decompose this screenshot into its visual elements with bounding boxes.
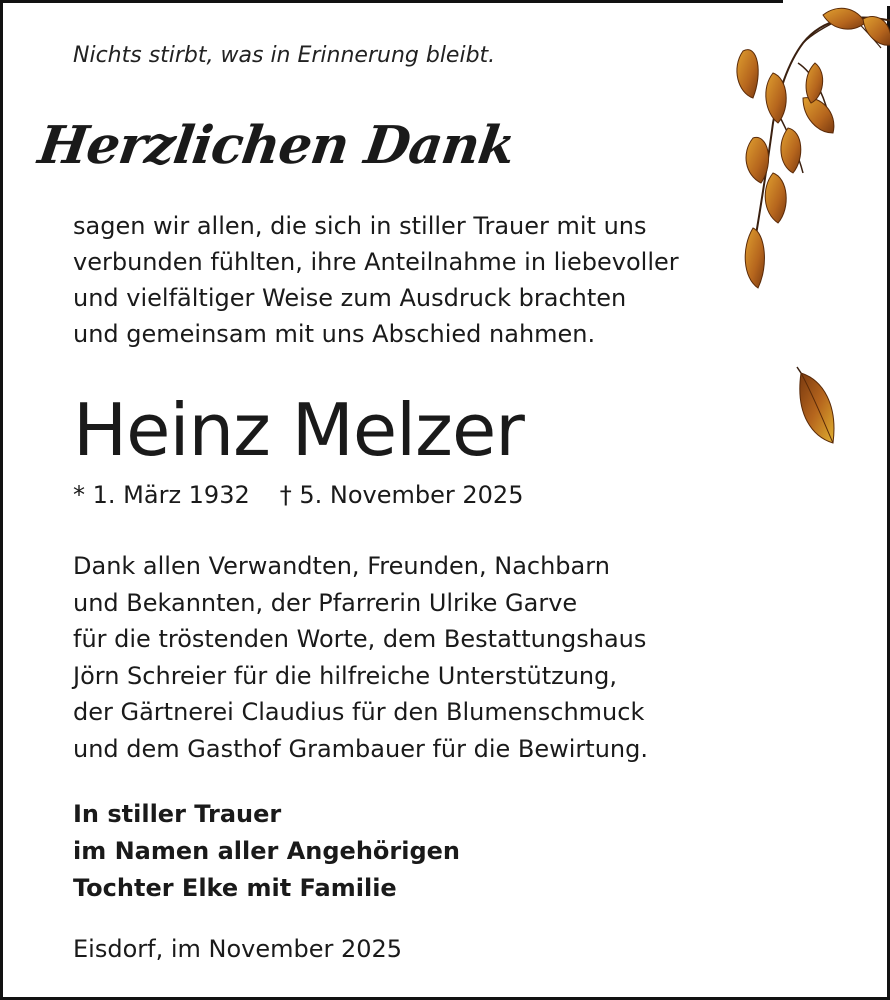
falling-leaf-icon — [783, 365, 853, 455]
thanks-line: der Gärtnerei Claudius für den Blumenschmuck — [73, 698, 645, 726]
birth-date: * 1. März 1932 — [73, 481, 250, 509]
thanks-line: Jörn Schreier für die hilfreiche Unterstützung, — [73, 661, 617, 690]
signature-line: In stiller Trauer — [73, 800, 282, 828]
motto: Nichts stirbt, was in Erinnerung bleibt. — [73, 43, 496, 68]
heading-thanks: Herzlichen Dank — [34, 115, 519, 176]
intro-line: sagen wir allen, die sich in stiller Trauer mit uns — [73, 212, 647, 240]
intro-line: und gemeinsam mit uns Abschied nahmen. — [73, 320, 596, 348]
signature-line: Tochter Elke mit Familie — [73, 874, 397, 902]
intro-text — [73, 208, 733, 352]
thanks-line: und Bekannten, der Pfarrerin Ulrike Garve — [73, 588, 578, 617]
deceased-name: Heinz Melzer — [73, 388, 524, 472]
thanks-line: Dank allen Verwandten, Freunden, Nachbarn — [73, 552, 610, 580]
signature-line: im Namen aller Angehörigen — [73, 837, 461, 865]
thanks-line: für die tröstenden Worte, dem Bestattungshaus — [73, 625, 647, 653]
signature — [73, 796, 460, 907]
thanks-text — [73, 548, 753, 767]
life-dates — [73, 481, 523, 509]
intro-line: und vielfältiger Weise zum Ausdruck brachten — [73, 284, 627, 312]
intro-line: verbunden fühlten, ihre Anteilnahme in liebevoller — [73, 248, 679, 276]
death-date: † 5. November 2025 — [279, 481, 524, 509]
place-date: Eisdorf, im November 2025 — [73, 935, 403, 963]
thanks-line: und dem Gasthof Grambauer für die Bewirtung. — [73, 734, 648, 763]
autumn-leaves-branch-icon — [703, 3, 890, 303]
